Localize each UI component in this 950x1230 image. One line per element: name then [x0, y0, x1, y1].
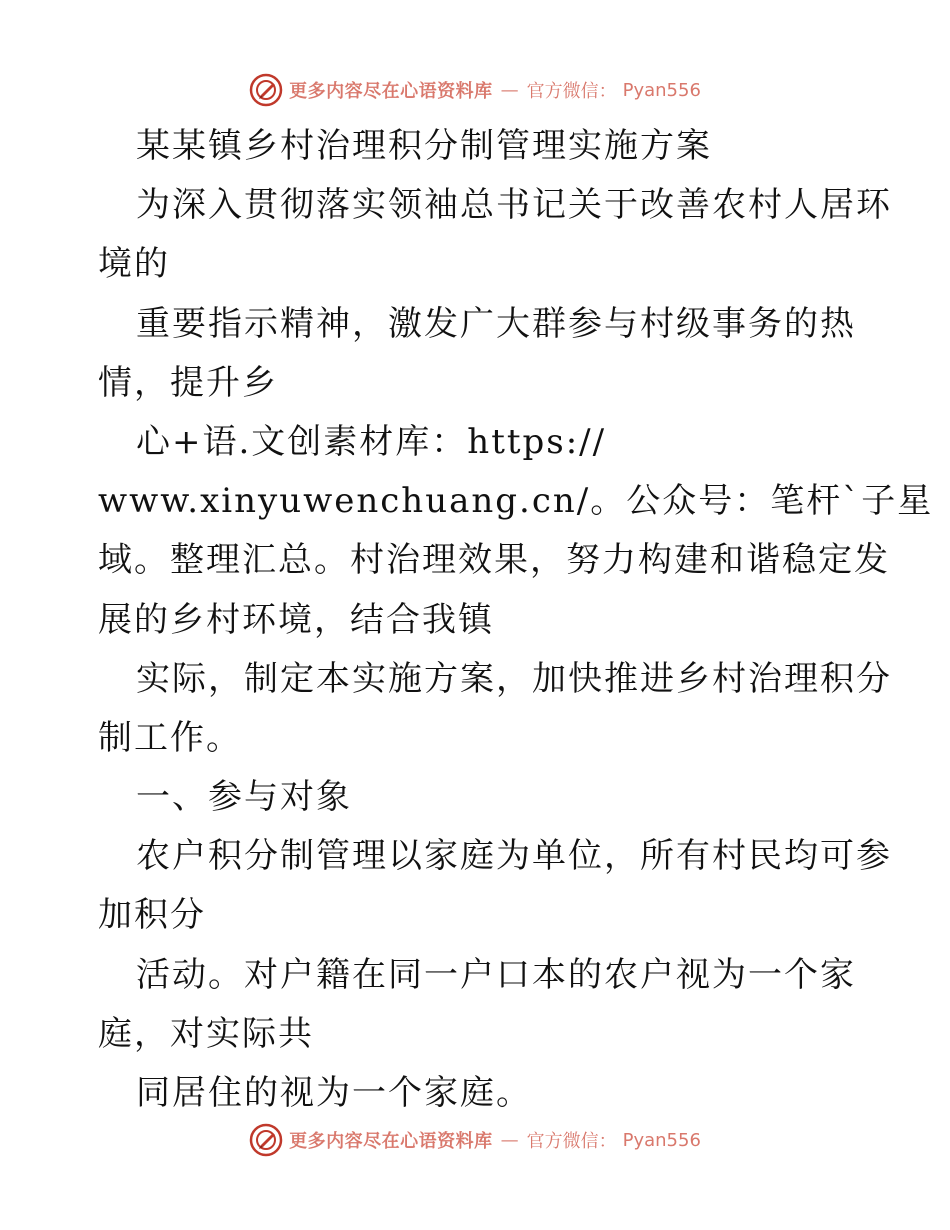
- text-line: www.xinyuwenchuang.cn/。公众号：笔杆`子星: [98, 481, 934, 522]
- footer-official-label: 官方微信：: [526, 1131, 617, 1152]
- text-line: 心+语.文创素材库：https://: [136, 421, 607, 462]
- text-line: 情，提升乡: [98, 362, 278, 403]
- header-banner-dash: —: [500, 79, 519, 101]
- text-line: 同居住的视为一个家庭。: [136, 1073, 532, 1113]
- text-line: 为深入贯彻落实领袖总书记关于改善农村人居环: [136, 185, 892, 226]
- header-official-label: 官方微信：: [526, 81, 617, 102]
- pen-nib-logo-icon: [249, 1123, 283, 1157]
- section-heading: 一、参与对象: [136, 777, 352, 818]
- text-line: 展的乡村环境，结合我镇: [98, 599, 494, 640]
- header-banner-text: 更多内容尽在心语资料库: [289, 81, 493, 102]
- header-wechat-id: Pyan556: [622, 79, 701, 101]
- footer-banner-dash: —: [500, 1129, 519, 1151]
- document-body: [98, 117, 934, 1123]
- text-line: 农户积分制管理以家庭为单位，所有村民均可参: [136, 836, 892, 877]
- document-title: 某某镇乡村治理积分制管理实施方案: [136, 126, 712, 166]
- text-line: 活动。对户籍在同一户口本的农户视为一个家: [136, 954, 856, 995]
- footer-banner: [0, 1120, 950, 1160]
- text-line: 重要指示精神，激发广大群参与村级事务的热: [136, 303, 856, 344]
- footer-banner-text: 更多内容尽在心语资料库: [289, 1131, 493, 1152]
- text-line: 境的: [98, 244, 170, 285]
- text-line: 实际，制定本实施方案，加快推进乡村治理积分: [136, 658, 892, 699]
- text-line: 域。整理汇总。村治理效果，努力构建和谐稳定发: [98, 540, 890, 581]
- pen-nib-logo-icon: [249, 73, 283, 107]
- text-line: 制工作。: [98, 717, 242, 758]
- header-banner: [0, 70, 950, 110]
- text-line: 加积分: [98, 895, 206, 936]
- text-line: 庭，对实际共: [98, 1013, 314, 1054]
- footer-wechat-id: Pyan556: [622, 1129, 701, 1151]
